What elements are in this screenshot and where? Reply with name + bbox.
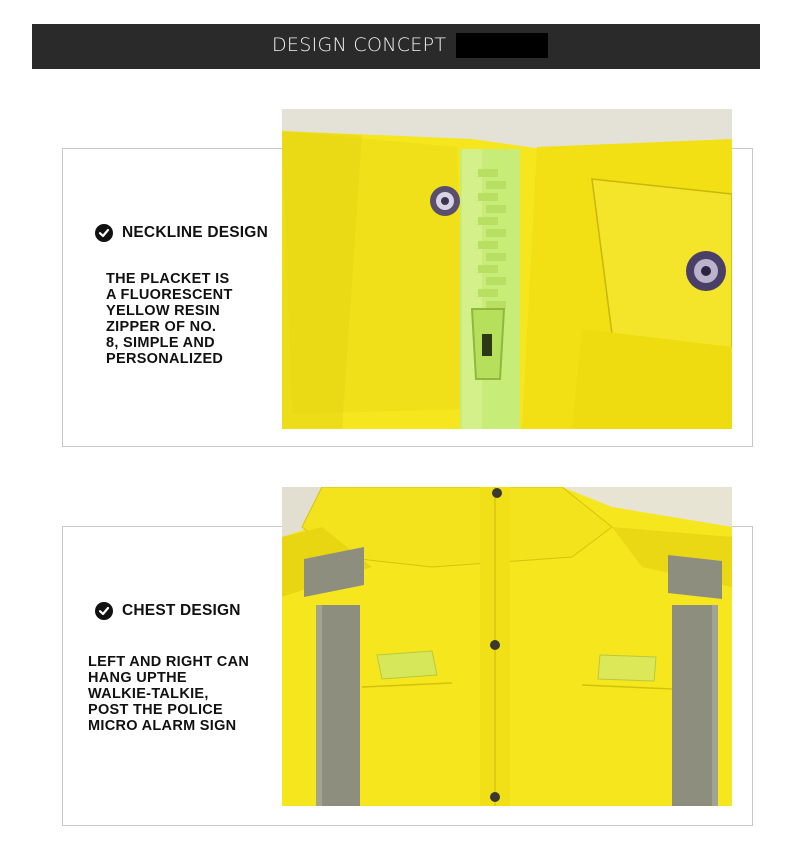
chest-heading	[95, 602, 241, 620]
neckline-heading	[95, 224, 268, 242]
header-banner	[32, 24, 760, 69]
neckline-photo	[282, 109, 732, 429]
redacted-block	[456, 33, 548, 58]
neckline-description: THE PLACKET IS A FLUORESCENT YELLOW RESIN ZIPPER OF NO. 8, SIMPLE AND PERSONALIZED	[106, 271, 233, 367]
chest-photo	[282, 487, 732, 806]
section-heading-label: NECKLINE DESIGN	[122, 224, 268, 241]
section-heading-label: CHEST DESIGN	[122, 602, 241, 619]
check-circle-icon	[95, 602, 113, 620]
page-title: DESIGN CONCEPT	[272, 34, 447, 56]
chest-description: LEFT AND RIGHT CAN HANG UPTHE WALKIE-TALKIE, POST THE POLICE MICRO ALARM SIGN	[88, 654, 250, 734]
check-circle-icon	[95, 224, 113, 242]
